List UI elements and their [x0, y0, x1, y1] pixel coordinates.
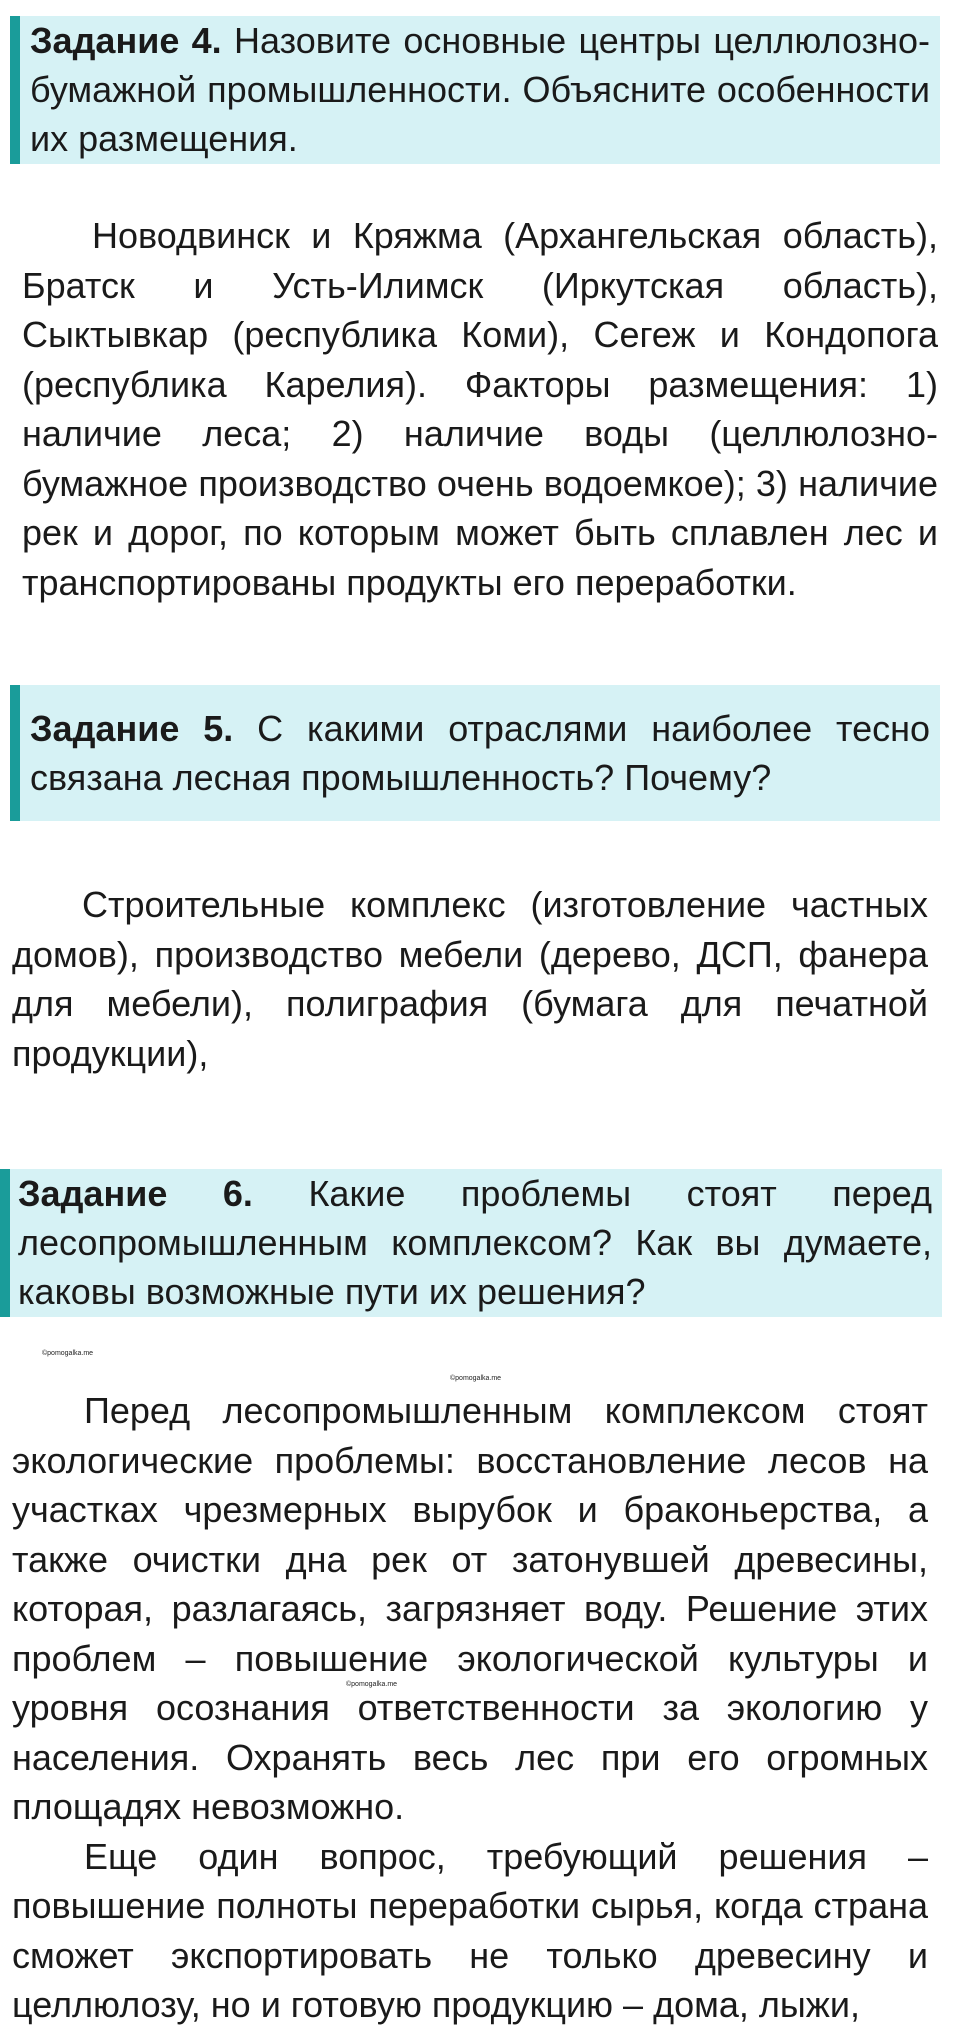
task-6-label: Задание 6.: [18, 1173, 253, 1214]
task-4-box: [10, 16, 940, 164]
task-6-answer-paragraph-2: Еще один вопрос, требующий решения – повышение полноты переработки сырья, когда страна сможет экспортировать не только древесину и целлюлозу, но и готовую продукцию – дома, лыжи,: [12, 1835, 928, 2025]
task-6-answer: [12, 1386, 928, 2030]
task-5-answer-text: Строительные комплекс (изготовление частных домов), производство мебели (дерево, ДСП, фанера для мебели), полиграфия (бумага для печатной продукции),: [12, 884, 928, 1074]
task-5-label: Задание 5.: [30, 708, 234, 749]
task-4-question: Назовите основные центры целлюлозно-бумажной промышленности. Объясните особенности их размещения.: [30, 20, 930, 159]
watermark-1: ©pomogalka.me: [42, 1350, 94, 1357]
task-5-question: С какими отраслями наиболее тесно связана лесная промышленность? Почему?: [30, 708, 931, 798]
task-5-box: [10, 685, 940, 821]
task-6-box: [0, 1169, 942, 1317]
watermark-3: ©pomogalka.me: [346, 1681, 398, 1688]
watermark-2: ©pomogalka.me: [450, 1375, 502, 1382]
task-5-answer: [12, 880, 928, 1078]
task-4-answer-text: Новодвинск и Кряжма (Архангельская область), Братск и Усть-Илимск (Иркутская область), Сыктывкар (республика Коми), Сегеж и Кондопога (республика Карелия). Факторы размещения: 1) наличие леса; 2) наличие воды (целлюлозно-бумажное производство очень водоемкое); 3) наличие рек и дорог, по которым может быть сплавлен лес и транспортированы продукты его переработки.: [22, 215, 938, 603]
task-6-answer-paragraph-1: Перед лесопромышленным комплексом стоят экологические проблемы: восстановление лесов на участках чрезмерных вырубок и браконьерства, а также очистки дна рек от затонувшей древесины, которая, разлагаясь, загрязняет воду. Решение этих проблем – повышение экологической культуры и уровня осознания ответственности за экологию у населения. Охранять весь лес при его огромных площадях невозможно.: [12, 1390, 928, 1827]
task-4-label: Задание 4.: [30, 20, 222, 61]
task-6-question: Какие проблемы стоят перед лесопромышленным комплексом? Как вы думаете, каковы возможные пути их решения?: [18, 1173, 933, 1312]
task-4-answer: [22, 211, 938, 607]
